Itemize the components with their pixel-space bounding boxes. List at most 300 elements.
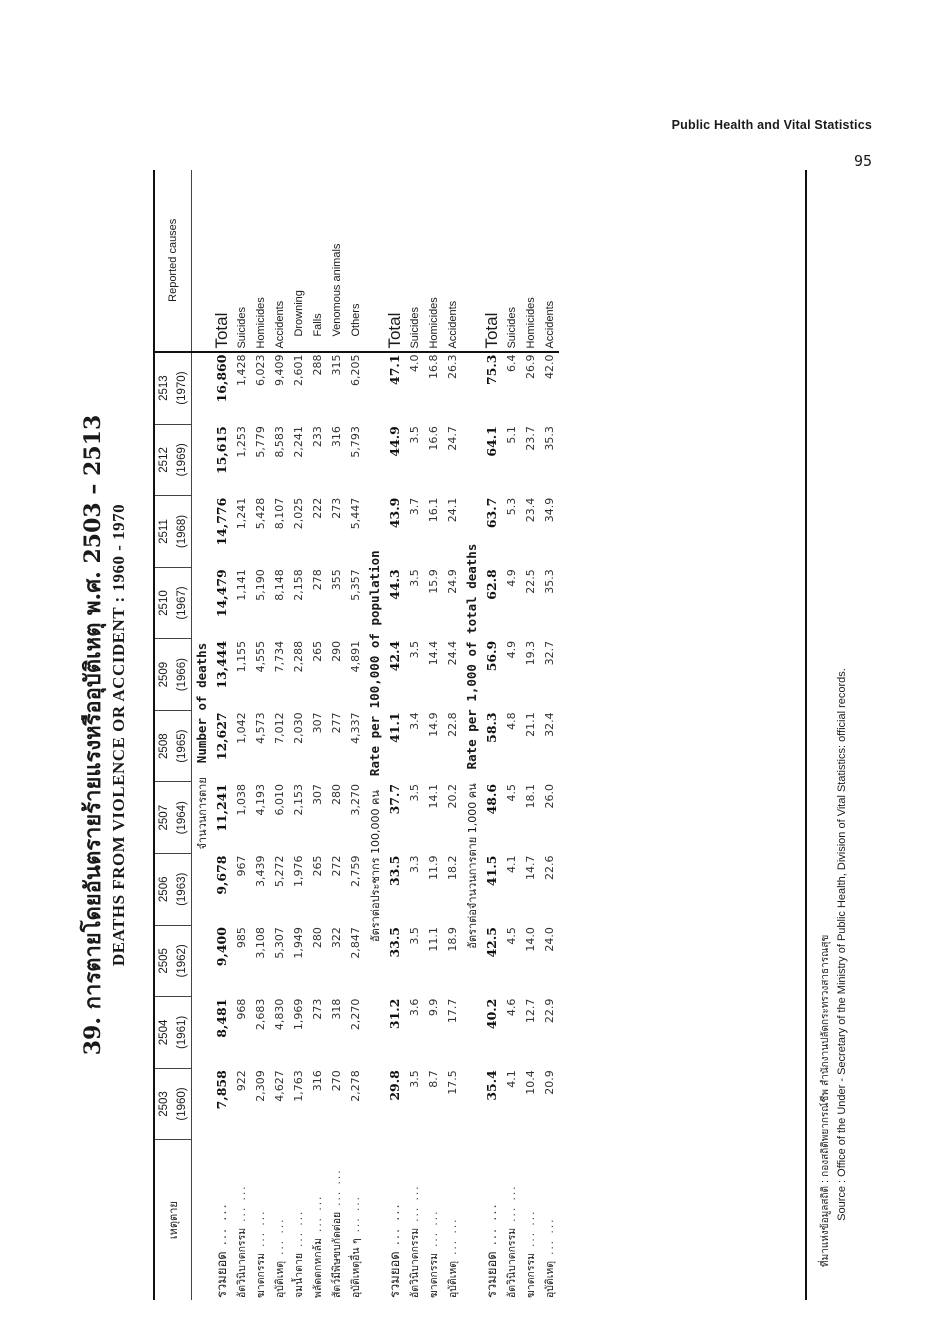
value-cell: 26.9	[524, 354, 537, 380]
row-label-english: Accidents	[270, 170, 289, 352]
row-label-english: Suicides	[232, 170, 251, 352]
row-label-thai-text: ฆาตกรรม	[428, 1252, 440, 1298]
value-cell: 4,627	[273, 1070, 286, 1102]
section-blank-cell	[192, 170, 212, 352]
value-cell: 9.9	[427, 998, 440, 1017]
value-cell: 4,891	[349, 640, 362, 673]
section-heading	[462, 352, 481, 1140]
row-label-thai-text: รวมยอด	[215, 1251, 230, 1298]
value-cell: 1,763	[292, 1070, 305, 1102]
value-cell: 4.0	[408, 354, 421, 373]
year-common-era: (1961)	[176, 1015, 188, 1050]
value-cell: 14.0	[524, 927, 537, 952]
value-cell: 21.1	[524, 712, 537, 737]
value-cell: 22.8	[446, 712, 459, 737]
value-cell: 5,793	[349, 426, 362, 458]
value-cell: 5,272	[273, 855, 286, 888]
year-buddhist-era: 2504	[158, 1019, 170, 1046]
header-cause-thai: เหตุตาย	[154, 1140, 192, 1300]
value-cell: 6.4	[505, 354, 518, 373]
value-cell: 35.4	[484, 1070, 499, 1101]
row-label-english: Falls	[308, 170, 327, 352]
value-cell: 16,860	[214, 354, 229, 403]
value-cell: 2,241	[292, 426, 305, 458]
row-label-thai	[405, 1140, 424, 1300]
value-cell: 5,428	[254, 497, 267, 530]
value-cell: 14.7	[524, 855, 537, 881]
row-label-thai-text: อัตวินิบาตกรรม	[236, 1227, 248, 1298]
value-cell: 355	[330, 569, 343, 591]
value-cell: 9,678	[214, 855, 229, 895]
row-label-thai	[384, 1140, 405, 1300]
year-buddhist-era: 2503	[158, 1091, 170, 1117]
source-thai: ที่มาแห่งข้อมูลสถิติ : กองสถิติพยากรณ์ชีพ สำนักงานปลัดกระทรวงสาธารณสุข	[817, 668, 834, 1270]
value-cell: 32.7	[543, 640, 556, 666]
year-common-era: (1960)	[176, 1087, 188, 1121]
value-cell: 278	[311, 569, 324, 591]
leader-dots: ... ...	[236, 1184, 248, 1222]
table-row	[424, 170, 443, 1300]
value-cell: 17.5	[446, 1070, 459, 1095]
value-cell: 1,042	[235, 712, 248, 744]
row-label-thai	[521, 1140, 540, 1300]
table-row	[481, 170, 502, 1300]
value-cell: 272	[330, 855, 343, 877]
header-year	[154, 782, 192, 854]
value-cell: 14,479	[214, 569, 229, 618]
value-cell: 6,205	[349, 354, 362, 387]
table-row	[232, 170, 251, 1300]
value-cell: 5,447	[349, 497, 362, 530]
row-label-thai	[211, 1140, 232, 1300]
value-cell: 23.7	[524, 426, 537, 451]
row-label-thai-text: อุบัติเหตุ	[274, 1260, 286, 1298]
row-label-english: Accidents	[443, 170, 462, 352]
table-row	[327, 170, 346, 1300]
value-cell: 967	[235, 855, 248, 877]
value-cell: 32.4	[543, 712, 556, 737]
value-cell: 4.8	[505, 712, 518, 730]
value-cell: 14,776	[214, 497, 229, 546]
value-cell: 6,023	[254, 354, 267, 387]
value-cell: 273	[311, 998, 324, 1020]
table-row	[289, 170, 308, 1300]
value-cell: 3,108	[254, 927, 267, 959]
row-label-english: Suicides	[405, 170, 424, 352]
value-cell: 3.5	[408, 569, 421, 587]
year-buddhist-era: 2513	[158, 375, 170, 401]
section-heading-english: Rate per 100,000 of population	[366, 550, 382, 777]
value-cell: 18.9	[446, 927, 459, 952]
value-cell: 922	[235, 1070, 248, 1092]
value-cell: 26.0	[543, 783, 556, 809]
row-label-thai	[443, 1140, 462, 1300]
value-cell: 265	[311, 855, 324, 877]
value-cell: 40.2	[484, 998, 499, 1030]
value-cell: 288	[311, 354, 324, 376]
value-cell: 37.7	[387, 783, 402, 815]
row-label-thai	[481, 1140, 502, 1300]
value-cell: 307	[311, 783, 324, 805]
leader-dots: ... ...	[331, 1168, 343, 1206]
table-title-thai-text: การตายโดยอันตรายร้ายแรงหรืออุบัติเหตุ พ.ศ. 2503 – 2513	[80, 414, 106, 1010]
value-cell: 14.4	[427, 640, 440, 666]
value-cell: 48.6	[484, 783, 499, 815]
row-label-thai-text: พลัดตกหกล้ม	[312, 1238, 324, 1298]
source-note	[817, 668, 851, 1270]
value-cell: 12.7	[524, 998, 537, 1024]
value-cell: 10.4	[524, 1070, 537, 1095]
value-cell: 6,010	[273, 783, 286, 816]
value-cell: 5,357	[349, 569, 362, 601]
value-cell: 5,779	[254, 426, 267, 458]
year-common-era: (1965)	[176, 729, 188, 763]
row-label-thai-text: อุบัติเหตุ	[544, 1260, 556, 1298]
value-cell: 7,858	[214, 1070, 229, 1110]
row-label-english: Total	[481, 170, 502, 352]
value-cell: 3.3	[408, 855, 421, 874]
leader-dots: ... ...	[312, 1194, 324, 1232]
value-cell: 31.2	[387, 998, 402, 1030]
row-label-thai	[540, 1140, 559, 1300]
deaths-table	[153, 170, 559, 1300]
section-heading-thai: อัตราต่อจำนวนการตาย 1,000 คน	[465, 783, 479, 949]
value-cell: 4.6	[505, 998, 518, 1017]
value-cell: 22.9	[543, 998, 556, 1024]
value-cell: 11,241	[214, 783, 229, 832]
table-number: 39.	[80, 1017, 106, 1056]
leader-dots: ... ...	[428, 1209, 440, 1247]
value-cell: 4,555	[254, 640, 267, 673]
value-cell: 3.5	[408, 1070, 421, 1088]
row-label-thai	[270, 1140, 289, 1300]
header-year	[154, 1068, 192, 1140]
value-cell: 5.3	[505, 497, 518, 516]
value-cell: 307	[311, 712, 324, 734]
row-label-english: Total	[384, 170, 405, 352]
value-cell: 1,155	[235, 640, 248, 673]
section-blank-cell	[365, 170, 384, 352]
value-cell: 7,734	[273, 640, 286, 673]
value-cell: 5,190	[254, 569, 267, 601]
value-cell: 4.9	[505, 640, 518, 659]
value-cell: 23.4	[524, 497, 537, 523]
value-cell: 9,400	[214, 927, 229, 967]
section-heading	[365, 352, 384, 1140]
value-cell: 3.4	[408, 712, 421, 730]
value-cell: 12,627	[214, 712, 229, 761]
year-buddhist-era: 2510	[158, 590, 170, 616]
value-cell: 58.3	[484, 712, 499, 743]
table-row	[502, 170, 521, 1300]
value-cell: 2,025	[292, 497, 305, 530]
year-common-era: (1970)	[176, 371, 188, 405]
value-cell: 14.9	[427, 712, 440, 737]
leader-dots: ... ...	[293, 1209, 305, 1247]
leader-dots: ... ...	[409, 1184, 421, 1222]
source-english: Source : Office of the Under - Secretary of the Ministry of Public Health, Division of Vital Statistics: official records.	[834, 668, 851, 1270]
value-cell: 42.4	[387, 640, 402, 672]
value-cell: 7,012	[273, 712, 286, 744]
year-common-era: (1969)	[176, 443, 188, 477]
value-cell: 1,976	[292, 855, 305, 888]
value-cell: 1,949	[292, 927, 305, 959]
year-buddhist-era: 2506	[158, 876, 170, 903]
value-cell: 44.3	[387, 569, 402, 600]
value-cell: 8,107	[273, 497, 286, 530]
rotated-table-sheet	[75, 170, 865, 1300]
year-buddhist-era: 2509	[158, 661, 170, 688]
value-cell: 41.1	[387, 712, 402, 743]
running-head: Public Health and Vital Statistics	[671, 118, 872, 132]
row-label-english: Homicides	[251, 170, 270, 352]
year-common-era: (1966)	[176, 657, 188, 692]
row-label-english: Drowning	[289, 170, 308, 352]
table-row	[540, 170, 559, 1300]
row-label-english: Homicides	[521, 170, 540, 352]
header-year	[154, 424, 192, 496]
value-cell: 47.1	[387, 354, 402, 385]
value-cell: 4,830	[273, 998, 286, 1031]
value-cell: 35.3	[543, 569, 556, 594]
value-cell: 14.1	[427, 783, 440, 809]
header-year	[154, 567, 192, 639]
value-cell: 4,193	[254, 783, 267, 816]
value-cell: 44.9	[387, 426, 402, 457]
value-cell: 29.8	[387, 1070, 402, 1101]
row-label-thai-text: จมน้ำตาย	[293, 1252, 305, 1298]
row-label-english: Suicides	[502, 170, 521, 352]
table-row	[270, 170, 289, 1300]
value-cell: 41.5	[484, 855, 499, 886]
value-cell: 24.7	[446, 426, 459, 451]
row-label-english: Others	[346, 170, 365, 352]
value-cell: 315	[330, 354, 343, 376]
row-label-english: Venomous animals	[327, 170, 346, 352]
value-cell: 42.5	[484, 927, 499, 958]
value-cell: 2,683	[254, 998, 267, 1031]
value-cell: 316	[311, 1070, 324, 1092]
section-heading-thai: อัตราต่อประชากร 100,000 คน	[368, 790, 382, 943]
value-cell: 16.8	[427, 354, 440, 380]
value-cell: 1,241	[235, 497, 248, 530]
value-cell: 3.6	[408, 998, 421, 1017]
leader-dots: ... ...	[255, 1209, 267, 1247]
year-buddhist-era: 2512	[158, 447, 170, 473]
table-row	[405, 170, 424, 1300]
row-label-thai	[251, 1140, 270, 1300]
value-cell: 4.5	[505, 927, 518, 945]
row-label-thai	[232, 1140, 251, 1300]
section-heading-english: Rate per 1,000 of total deaths	[463, 543, 479, 770]
value-cell: 4.5	[505, 783, 518, 802]
value-cell: 24.4	[446, 640, 459, 666]
value-cell: 63.7	[484, 497, 499, 529]
source-english-text: Office of the Under - Secretary of the Ministry of Public Health, Division of Vital Statistics: official records.	[836, 668, 848, 1177]
year-common-era: (1964)	[176, 801, 188, 835]
source-thai-text: กองสถิติพยากรณ์ชีพ สำนักงานปลัดกระทรวงสาธารณสุข	[820, 934, 831, 1177]
section-heading	[192, 352, 212, 1140]
leader-dots: ... ...	[544, 1217, 556, 1255]
value-cell: 222	[311, 497, 324, 519]
year-common-era: (1968)	[176, 514, 188, 549]
header-cause-english: Reported causes	[154, 170, 192, 352]
value-cell: 5.1	[505, 426, 518, 444]
value-cell: 19.3	[524, 640, 537, 666]
value-cell: 20.2	[446, 783, 459, 809]
table-row	[346, 170, 365, 1300]
leader-dots: ... ...	[485, 1202, 500, 1246]
value-cell: 280	[311, 927, 324, 949]
value-cell: 75.3	[484, 354, 499, 385]
row-label-thai-text: สัตว์มีพิษขบกัดต่อย	[331, 1211, 343, 1298]
value-cell: 43.9	[387, 497, 402, 529]
value-cell: 24.9	[446, 569, 459, 594]
row-label-thai	[289, 1140, 308, 1300]
value-cell: 2,030	[292, 712, 305, 744]
leader-dots: ... ...	[350, 1195, 362, 1233]
section-blank-cell	[462, 1140, 481, 1300]
row-label-thai	[346, 1140, 365, 1300]
leader-dots: ... ...	[447, 1217, 459, 1255]
value-cell: 1,038	[235, 783, 248, 816]
header-year	[154, 925, 192, 997]
year-buddhist-era: 2507	[158, 804, 170, 831]
row-label-thai	[308, 1140, 327, 1300]
value-cell: 2,270	[349, 998, 362, 1031]
table-row	[251, 170, 270, 1300]
value-cell: 270	[330, 1070, 343, 1092]
value-cell: 2,759	[349, 855, 362, 888]
value-cell: 8,481	[214, 998, 229, 1038]
page-number: 95	[853, 152, 872, 170]
value-cell: 290	[330, 640, 343, 662]
section-blank-cell	[192, 1140, 212, 1300]
value-cell: 2,847	[349, 927, 362, 959]
value-cell: 35.3	[543, 426, 556, 451]
value-cell: 24.0	[543, 927, 556, 952]
row-label-english: Homicides	[424, 170, 443, 352]
table-row	[521, 170, 540, 1300]
value-cell: 33.5	[387, 855, 402, 886]
value-cell: 22.6	[543, 855, 556, 881]
row-label-thai-text: อุบัติเหตุ	[447, 1260, 459, 1298]
header-year	[154, 352, 192, 425]
year-common-era: (1962)	[176, 944, 188, 978]
value-cell: 15,615	[214, 426, 229, 474]
table-title-english: DEATHS FROM VIOLENCE OR ACCIDENT : 1960 - 1970	[109, 503, 128, 967]
value-cell: 3.5	[408, 927, 421, 945]
value-cell: 24.1	[446, 497, 459, 523]
value-cell: 233	[311, 426, 324, 448]
leader-dots: ... ...	[215, 1202, 230, 1246]
value-cell: 3.5	[408, 426, 421, 444]
value-cell: 1,428	[235, 354, 248, 387]
value-cell: 277	[330, 712, 343, 734]
value-cell: 42.0	[543, 354, 556, 380]
value-cell: 2,601	[292, 354, 305, 387]
row-label-thai-text: อุบัติเหตุอื่น ๆ	[350, 1238, 362, 1298]
row-label-thai-text: รวมยอด	[388, 1251, 403, 1298]
value-cell: 2,153	[292, 783, 305, 816]
value-cell: 18.1	[524, 783, 537, 809]
header-year	[154, 710, 192, 782]
row-label-thai-text: ฆาตกรรม	[255, 1252, 267, 1298]
section-heading-row	[462, 170, 481, 1300]
value-cell: 18.2	[446, 855, 459, 881]
value-cell: 34.9	[543, 497, 556, 523]
table-row	[384, 170, 405, 1300]
value-cell: 2,288	[292, 640, 305, 673]
table-row	[443, 170, 462, 1300]
year-common-era: (1963)	[176, 872, 188, 906]
value-cell: 33.5	[387, 927, 402, 958]
row-label-thai-text: อัตวินิบาตกรรม	[506, 1227, 518, 1298]
value-cell: 62.8	[484, 569, 499, 600]
value-cell: 8.7	[427, 1070, 440, 1088]
header-year	[154, 997, 192, 1069]
value-cell: 64.1	[484, 426, 499, 457]
value-cell: 4.9	[505, 569, 518, 587]
row-label-english: Total	[211, 170, 232, 352]
value-cell: 318	[330, 998, 343, 1020]
section-heading-thai: จำนวนการตาย	[195, 777, 209, 850]
year-buddhist-era: 2505	[158, 948, 170, 974]
value-cell: 26.3	[446, 354, 459, 380]
section-heading-row	[192, 170, 212, 1300]
leader-dots: ... ...	[274, 1217, 286, 1255]
table-header-row	[154, 170, 192, 1300]
section-blank-cell	[462, 170, 481, 352]
value-cell: 2,278	[349, 1070, 362, 1102]
value-cell: 316	[330, 426, 343, 448]
value-cell: 3.7	[408, 497, 421, 516]
header-year	[154, 639, 192, 711]
header-year	[154, 854, 192, 926]
value-cell: 273	[330, 497, 343, 519]
table-title-thai	[75, 170, 110, 1300]
value-cell: 3,439	[254, 855, 267, 888]
section-heading-english: Number of deaths	[193, 642, 209, 764]
value-cell: 11.1	[427, 927, 440, 952]
value-cell: 8,148	[273, 569, 286, 601]
value-cell: 3.5	[408, 640, 421, 659]
value-cell: 56.9	[484, 640, 499, 672]
value-cell: 16.1	[427, 497, 440, 523]
value-cell: 4.1	[505, 855, 518, 874]
value-cell: 22.5	[524, 569, 537, 594]
row-label-thai-text: อัตวินิบาตกรรม	[409, 1227, 421, 1298]
row-label-thai	[327, 1140, 346, 1300]
value-cell: 9,409	[273, 354, 286, 387]
value-cell: 5,307	[273, 927, 286, 959]
table-bottom-rule	[805, 170, 807, 1300]
row-label-thai-text: ฆาตกรรม	[525, 1252, 537, 1298]
leader-dots: ... ...	[388, 1202, 403, 1246]
leader-dots: ... ...	[506, 1184, 518, 1222]
header-year	[154, 496, 192, 568]
section-blank-cell	[365, 1140, 384, 1300]
leader-dots: ... ...	[525, 1209, 537, 1247]
row-label-thai	[424, 1140, 443, 1300]
row-label-english: Accidents	[540, 170, 559, 352]
value-cell: 1,253	[235, 426, 248, 458]
value-cell: 1,969	[292, 998, 305, 1031]
value-cell: 2,158	[292, 569, 305, 601]
value-cell: 968	[235, 998, 248, 1020]
value-cell: 265	[311, 640, 324, 662]
value-cell: 985	[235, 927, 248, 949]
